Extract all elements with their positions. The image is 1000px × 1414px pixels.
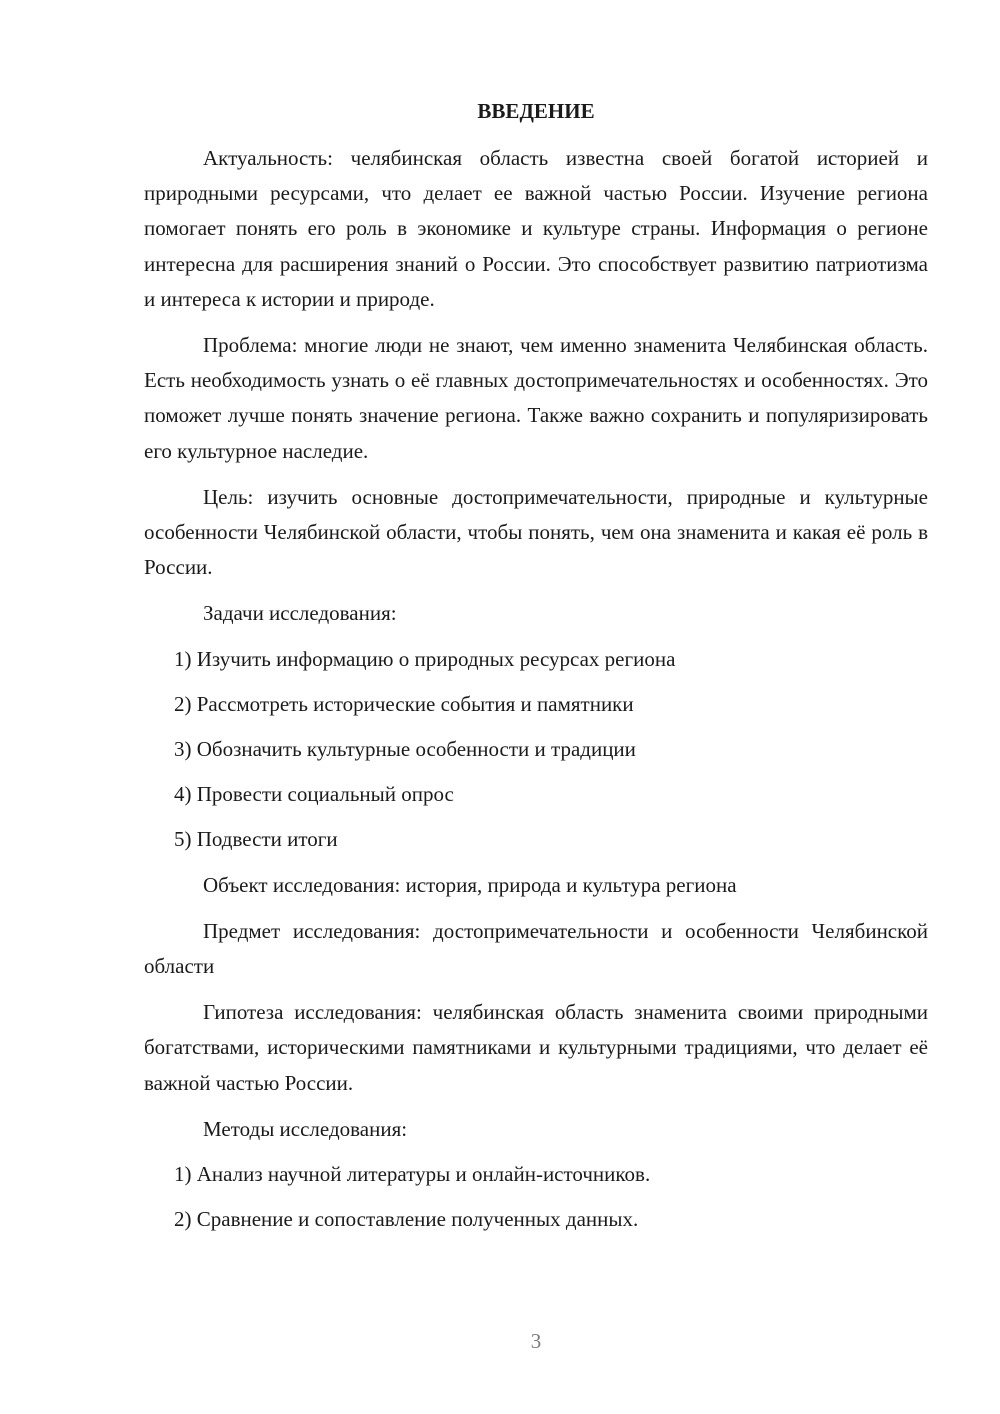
hypothesis-paragraph: Гипотеза исследования: челябинская область знаменита своими природными богатствами, историческими памятниками и культурными традициями, что делает её важной частью России. bbox=[144, 1000, 928, 1095]
goal-paragraph: Цель: изучить основные достопримечательности, природные и культурные особенности Челябинской области, чтобы понять, чем она знаменита и какая её роль в России. bbox=[144, 484, 928, 580]
page-title: ВВЕДЕНИЕ bbox=[477, 99, 595, 123]
task-item-5: 5) Подвести итоги bbox=[174, 827, 338, 852]
task-item-1: 1) Изучить информацию о природных ресурсах региона bbox=[174, 646, 676, 671]
tasks-heading: Задачи исследования: bbox=[203, 601, 397, 626]
object-paragraph: Объект исследования: история, природа и культура региона bbox=[203, 872, 737, 897]
page-content bbox=[144, 94, 928, 1247]
page-number: 3 bbox=[530, 1329, 542, 1353]
methods-heading: Методы исследования: bbox=[203, 1116, 408, 1141]
task-item-2: 2) Рассмотреть исторические события и памятники bbox=[174, 691, 634, 716]
task-item-4: 4) Провести социальный опрос bbox=[174, 782, 454, 807]
relevance-paragraph: Актуальность: челябинская область известна своей богатой историей и природными ресурсами, что делает ее важной частью России. Изучение региона помогает понять его роль в экономике и культуре страны. Информация о регионе интересна для расширения знаний о России. Это способствует развитию патриотизма и интереса к истории и природе. bbox=[144, 146, 928, 311]
method-item-1: 1) Анализ научной литературы и онлайн-источников. bbox=[174, 1162, 651, 1187]
method-item-2: 2) Сравнение и сопоставление полученных данных. bbox=[174, 1207, 639, 1232]
task-item-3: 3) Обозначить культурные особенности и традиции bbox=[174, 737, 636, 762]
problem-paragraph: Проблема: многие люди не знают, чем именно знаменита Челябинская область. Есть необходимость узнать о её главных достопримечательностях и особенностях. Это поможет лучше понять значение региона. Также важно сохранить и популяризировать его культурное наследие. bbox=[144, 333, 928, 463]
subject-paragraph: Предмет исследования: достопримечательности и особенности Челябинской области bbox=[144, 918, 928, 979]
